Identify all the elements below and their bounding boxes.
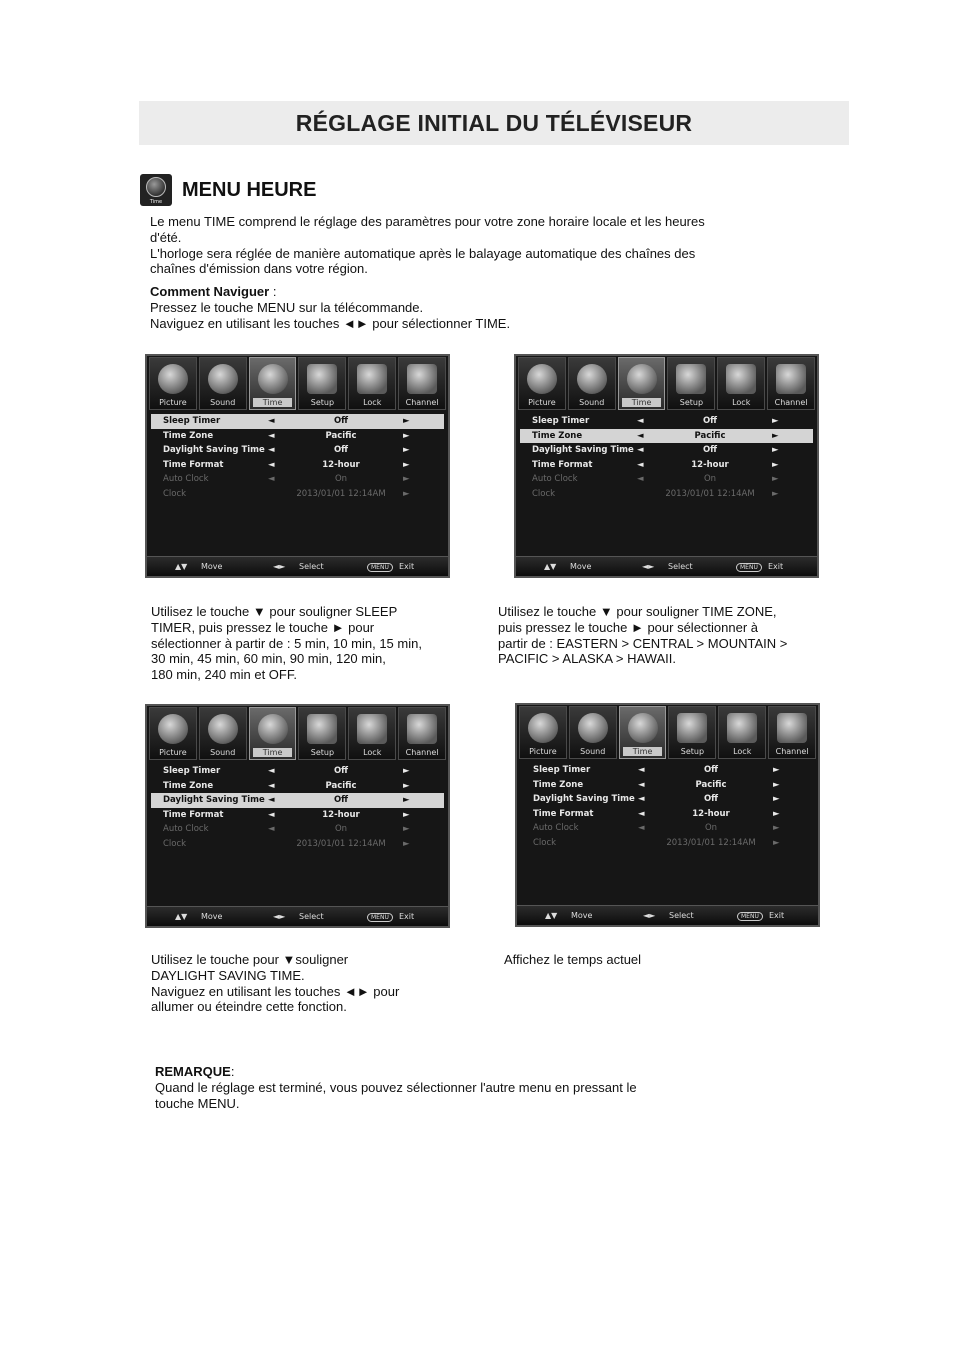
osd-footer-exit: Exit (768, 562, 784, 571)
osd-tab-channel (768, 706, 816, 759)
osd-tab-sound (568, 357, 616, 410)
left-arrow-icon: ◄ (638, 823, 645, 834)
right-arrow-icon: ► (403, 780, 410, 791)
osd-row-name: Daylight Saving Time (163, 445, 265, 456)
osd-footer-select: Select (299, 562, 324, 571)
osd-menu-row (151, 429, 444, 444)
caption-sleep-timer (151, 604, 422, 683)
osd-tab-lock (718, 706, 766, 759)
right-arrow-icon: ► (403, 838, 410, 849)
right-arrow-icon: ► (772, 488, 779, 499)
lock-icon (726, 364, 756, 394)
right-arrow-icon: ► (403, 824, 410, 835)
osd-tab-bar (518, 357, 815, 410)
navigation-block (150, 284, 510, 331)
right-arrow-icon: ► (772, 445, 779, 456)
left-arrow-icon: ◄ (268, 809, 275, 820)
osd-menu-rows (151, 414, 444, 502)
osd-tab-channel (398, 707, 446, 760)
osd-menu-row (151, 764, 444, 779)
remark-heading-suffix: : (230, 1064, 235, 1079)
caption-line: sélectionner à partir de : 5 min, 10 min, 15 min, (151, 635, 422, 651)
osd-tab-lock (717, 357, 765, 410)
sound-icon (208, 714, 238, 744)
osd-row-name: Daylight Saving Time (532, 445, 634, 456)
osd-tab-label: Channel (775, 747, 809, 756)
right-arrow-icon: ► (403, 445, 410, 456)
left-arrow-icon: ◄ (638, 779, 645, 790)
osd-menu-row (151, 808, 444, 823)
setup-icon (307, 364, 337, 394)
caption-line: Utilisez le touche ▼ pour souligner SLEEP (151, 604, 398, 619)
page-title: RÉGLAGE INITIAL DU TÉLÉVISEUR (295, 109, 693, 136)
osd-menu-row (151, 779, 444, 794)
osd-row-name: Time Format (163, 459, 224, 470)
osd-footer (516, 556, 817, 576)
osd-footer-select: Select (299, 912, 324, 921)
left-arrow-icon: ◄ (268, 416, 275, 426)
time-icon (258, 714, 288, 744)
navigation-heading-suffix: : (269, 284, 277, 299)
left-arrow-icon: ◄ (638, 765, 645, 775)
osd-tab-label: Time (253, 398, 293, 407)
right-arrow-icon: ► (403, 459, 410, 470)
right-arrow-icon: ► (772, 459, 779, 470)
osd-row-name: Auto Clock (163, 474, 209, 485)
osd-menu-row (521, 792, 814, 807)
osd-row-name: Sleep Timer (533, 765, 591, 775)
osd-row-name: Sleep Timer (163, 416, 221, 426)
sound-icon (208, 364, 238, 394)
osd-tab-bar (519, 706, 816, 759)
osd-footer-exit: Exit (399, 562, 415, 571)
time-icon (627, 364, 657, 394)
osd-tab-setup (667, 357, 715, 410)
osd-footer-select: Select (668, 562, 693, 571)
remark-heading: REMARQUE (155, 1064, 231, 1079)
osd-row-name: Clock (533, 837, 557, 848)
setup-icon (307, 714, 337, 744)
menu-key-icon: MENU (737, 912, 763, 921)
menu-key-icon: MENU (736, 563, 762, 572)
osd-row-name: Clock (163, 488, 187, 499)
leftright-icon: ◄► (273, 912, 286, 921)
osd-menu-row (151, 793, 444, 808)
right-arrow-icon: ► (772, 416, 779, 426)
updown-icon: ▲▼ (544, 562, 557, 571)
osd-row-value: 2013/01/01 12:14AM (665, 488, 755, 499)
picture-icon (527, 364, 557, 394)
leftright-icon: ◄► (643, 911, 656, 920)
right-arrow-icon: ► (403, 430, 410, 441)
osd-row-value: 2013/01/01 12:14AM (296, 488, 386, 499)
sound-icon (578, 713, 608, 743)
time-icon (628, 713, 658, 743)
osd-tab-time (249, 707, 297, 760)
section-title: MENU HEURE (182, 178, 317, 201)
osd-footer-move: Move (571, 911, 593, 920)
left-arrow-icon: ◄ (637, 416, 644, 426)
osd-row-name: Time Zone (163, 780, 214, 791)
osd-menu-row (151, 443, 444, 458)
osd-menu-row (520, 443, 813, 458)
left-arrow-icon: ◄ (268, 795, 275, 806)
remark-block (155, 1064, 637, 1111)
osd-row-value: 2013/01/01 12:14AM (666, 837, 756, 848)
osd-row-name: Daylight Saving Time (163, 795, 265, 806)
intro-line: L'horloge sera réglée de manière automatique après le balayage automatique des chaînes des (150, 245, 696, 261)
caption-line: 180 min, 240 min et OFF. (151, 667, 297, 683)
osd-row-name: Auto Clock (533, 823, 579, 834)
caption-line: Utilisez le touche ▼ pour souligner TIME ZONE, (498, 604, 777, 619)
osd-menu-row (521, 821, 814, 836)
clock-icon (140, 174, 172, 206)
osd-screenshot-sleep-timer (145, 354, 450, 578)
lock-icon (727, 713, 757, 743)
osd-footer-exit: Exit (399, 912, 415, 921)
osd-tab-label: Sound (210, 398, 236, 407)
osd-row-name: Time Zone (533, 779, 584, 790)
osd-row-name: Daylight Saving Time (533, 794, 635, 805)
osd-row-value: Off (333, 766, 349, 776)
navigation-heading: Comment Naviguer (150, 284, 270, 299)
right-arrow-icon: ► (403, 488, 410, 499)
osd-tab-label: Setup (310, 748, 335, 757)
osd-tab-picture (518, 357, 566, 410)
intro-paragraph (150, 214, 705, 277)
osd-row-name: Time Format (532, 459, 593, 470)
osd-menu-row (151, 458, 444, 473)
left-arrow-icon: ◄ (637, 474, 644, 485)
setup-icon (677, 713, 707, 743)
caption-line: Naviguez en utilisant les touches ◄► pour (151, 983, 400, 999)
section-heading (140, 174, 316, 206)
time-icon (258, 364, 288, 394)
osd-tab-setup (298, 707, 346, 760)
leftright-icon: ◄► (273, 562, 286, 571)
osd-tab-setup (668, 706, 716, 759)
right-arrow-icon: ► (403, 416, 410, 426)
left-arrow-icon: ◄ (638, 794, 645, 805)
osd-row-value: On (334, 824, 348, 835)
left-arrow-icon: ◄ (268, 766, 275, 776)
leftright-icon: ◄► (642, 562, 655, 571)
osd-tab-label: Lock (363, 398, 382, 407)
osd-tab-setup (298, 357, 346, 410)
osd-row-value: Pacific (694, 430, 726, 441)
osd-footer-move: Move (201, 562, 223, 571)
osd-menu-row (520, 429, 813, 444)
osd-row-value: Off (702, 416, 718, 426)
caption-line: DAYLIGHT SAVING TIME. (151, 967, 305, 983)
osd-tab-label: Picture (159, 398, 187, 407)
osd-tab-label: Sound (579, 398, 605, 407)
caption-daylight-saving (151, 952, 399, 1015)
osd-tab-label: Lock (733, 747, 752, 756)
channel-icon (407, 364, 437, 394)
updown-icon: ▲▼ (175, 562, 188, 571)
osd-row-name: Time Zone (163, 430, 214, 441)
osd-tab-label: Sound (210, 748, 236, 757)
right-arrow-icon: ► (772, 430, 779, 441)
osd-tab-lock (348, 707, 396, 760)
osd-tab-time (249, 357, 297, 410)
osd-tab-label: Channel (405, 748, 439, 757)
osd-row-value: Pacific (325, 780, 357, 791)
left-arrow-icon: ◄ (637, 445, 644, 456)
osd-row-value: On (334, 474, 348, 485)
osd-menu-row (151, 414, 444, 429)
osd-menu-row (521, 807, 814, 822)
osd-tab-picture (519, 706, 567, 759)
osd-tab-time (619, 706, 667, 759)
updown-icon: ▲▼ (175, 912, 188, 921)
caption-line: puis pressez le touche ► pour sélectionner à (498, 619, 759, 635)
osd-footer-move: Move (201, 912, 223, 921)
osd-screenshot-time-zone (514, 354, 819, 578)
picture-icon (158, 714, 188, 744)
caption-time-zone (498, 604, 787, 667)
osd-row-name: Clock (163, 838, 187, 849)
left-arrow-icon: ◄ (638, 808, 645, 819)
osd-tab-label: Picture (159, 748, 187, 757)
left-arrow-icon: ◄ (268, 824, 275, 835)
osd-tab-time (618, 357, 666, 410)
channel-icon (776, 364, 806, 394)
osd-tab-picture (149, 707, 197, 760)
right-arrow-icon: ► (403, 809, 410, 820)
right-arrow-icon: ► (773, 794, 780, 805)
osd-menu-row (520, 487, 813, 502)
remark-line: touche MENU. (155, 1095, 240, 1111)
osd-tab-label: Setup (679, 398, 704, 407)
osd-tab-label: Lock (363, 748, 382, 757)
updown-icon: ▲▼ (545, 911, 558, 920)
osd-menu-row (521, 836, 814, 851)
osd-row-value: Off (703, 794, 719, 805)
osd-row-name: Time Format (163, 809, 224, 820)
osd-tab-sound (199, 357, 247, 410)
osd-row-value: Off (702, 445, 718, 456)
title-bar (139, 101, 849, 145)
osd-footer-exit: Exit (769, 911, 785, 920)
osd-tab-label: Channel (405, 398, 439, 407)
osd-tab-bar (149, 707, 446, 760)
osd-screenshot-daylight-saving (145, 704, 450, 928)
right-arrow-icon: ► (773, 765, 780, 775)
picture-icon (158, 364, 188, 394)
setup-icon (676, 364, 706, 394)
channel-icon (407, 714, 437, 744)
osd-menu-row (521, 778, 814, 793)
osd-row-value: Off (333, 416, 349, 426)
osd-tab-label: Time (622, 398, 662, 407)
right-arrow-icon: ► (773, 823, 780, 834)
navigation-line: Pressez le touche MENU sur la télécommande. (150, 299, 424, 315)
caption-line: Utilisez le touche pour ▼souligner (151, 952, 349, 967)
right-arrow-icon: ► (773, 808, 780, 819)
osd-row-name: Clock (532, 488, 556, 499)
left-arrow-icon: ◄ (268, 474, 275, 485)
osd-footer (147, 906, 448, 926)
osd-tab-label: Picture (528, 398, 556, 407)
left-arrow-icon: ◄ (637, 430, 644, 441)
osd-tab-channel (767, 357, 815, 410)
menu-key-icon: MENU (367, 913, 393, 922)
intro-line: chaînes d'émission dans votre région. (150, 261, 368, 277)
osd-tab-label: Setup (680, 747, 705, 756)
osd-tab-label: Lock (732, 398, 751, 407)
caption-line: partir de : EASTERN > CENTRAL > MOUNTAIN > (498, 635, 788, 651)
osd-row-value: 12-hour (691, 459, 729, 470)
osd-screenshot-clock (515, 703, 820, 927)
osd-footer-select: Select (669, 911, 694, 920)
sound-icon (577, 364, 607, 394)
osd-tab-label: Setup (310, 398, 335, 407)
osd-menu-row (151, 822, 444, 837)
osd-footer (517, 905, 818, 925)
lock-icon (357, 364, 387, 394)
channel-icon (777, 713, 807, 743)
caption-line: Affichez le temps actuel (504, 952, 642, 967)
osd-footer-move: Move (570, 562, 592, 571)
osd-menu-row (520, 458, 813, 473)
intro-line: d'été. (150, 229, 182, 245)
right-arrow-icon: ► (403, 474, 410, 485)
osd-row-value: On (704, 823, 718, 834)
right-arrow-icon: ► (773, 837, 780, 848)
osd-tab-channel (398, 357, 446, 410)
osd-menu-row (521, 763, 814, 778)
osd-tab-sound (569, 706, 617, 759)
osd-row-value: Off (333, 795, 349, 806)
remark-line: Quand le réglage est terminé, vous pouvez sélectionner l'autre menu en pressant le (155, 1079, 637, 1095)
osd-row-name: Time Format (533, 808, 594, 819)
picture-icon (528, 713, 558, 743)
osd-menu-row (151, 837, 444, 852)
left-arrow-icon: ◄ (268, 780, 275, 791)
osd-row-value: 12-hour (692, 808, 730, 819)
caption-line: TIMER, puis pressez le touche ► pour (151, 619, 375, 635)
osd-menu-row (520, 414, 813, 429)
caption-line: allumer ou éteindre cette fonction. (151, 999, 347, 1015)
osd-menu-row (151, 487, 444, 502)
osd-menu-row (151, 472, 444, 487)
menu-key-icon: MENU (367, 563, 393, 572)
osd-row-value: 2013/01/01 12:14AM (296, 838, 386, 849)
navigation-line: Naviguez en utilisant les touches ◄► pour sélectionner TIME. (150, 315, 511, 331)
osd-tab-sound (199, 707, 247, 760)
right-arrow-icon: ► (403, 766, 410, 776)
osd-tab-label: Picture (529, 747, 557, 756)
osd-row-value: On (703, 474, 717, 485)
osd-menu-rows (151, 764, 444, 852)
osd-tab-picture (149, 357, 197, 410)
osd-tab-label: Channel (774, 398, 808, 407)
osd-row-value: Pacific (695, 779, 727, 790)
left-arrow-icon: ◄ (268, 430, 275, 441)
intro-line: Le menu TIME comprend le réglage des paramètres pour votre zone horaire locale et les heures (150, 214, 705, 229)
osd-row-name: Auto Clock (163, 824, 209, 835)
osd-menu-row (520, 472, 813, 487)
left-arrow-icon: ◄ (637, 459, 644, 470)
osd-row-name: Auto Clock (532, 474, 578, 485)
caption-clock (504, 952, 641, 968)
right-arrow-icon: ► (773, 779, 780, 790)
left-arrow-icon: ◄ (268, 459, 275, 470)
osd-row-value: 12-hour (322, 459, 360, 470)
caption-line: 30 min, 45 min, 60 min, 90 min, 120 min, (151, 651, 386, 667)
osd-menu-rows (520, 414, 813, 502)
osd-tab-label: Time (253, 748, 293, 757)
osd-row-name: Sleep Timer (532, 416, 590, 426)
osd-row-value: Pacific (325, 430, 357, 441)
osd-menu-rows (521, 763, 814, 851)
osd-row-value: Off (333, 445, 349, 456)
clock-icon-caption: Time (149, 199, 163, 205)
osd-footer (147, 556, 448, 576)
osd-row-value: Off (703, 765, 719, 775)
osd-tab-label: Sound (580, 747, 606, 756)
osd-tab-label: Time (623, 747, 663, 756)
lock-icon (357, 714, 387, 744)
right-arrow-icon: ► (403, 795, 410, 806)
osd-tab-lock (348, 357, 396, 410)
osd-row-name: Sleep Timer (163, 766, 221, 776)
osd-row-name: Time Zone (532, 430, 583, 441)
osd-row-value: 12-hour (322, 809, 360, 820)
osd-tab-bar (149, 357, 446, 410)
left-arrow-icon: ◄ (268, 445, 275, 456)
right-arrow-icon: ► (772, 474, 779, 485)
caption-line: PACIFIC > ALASKA > HAWAII. (498, 651, 676, 667)
